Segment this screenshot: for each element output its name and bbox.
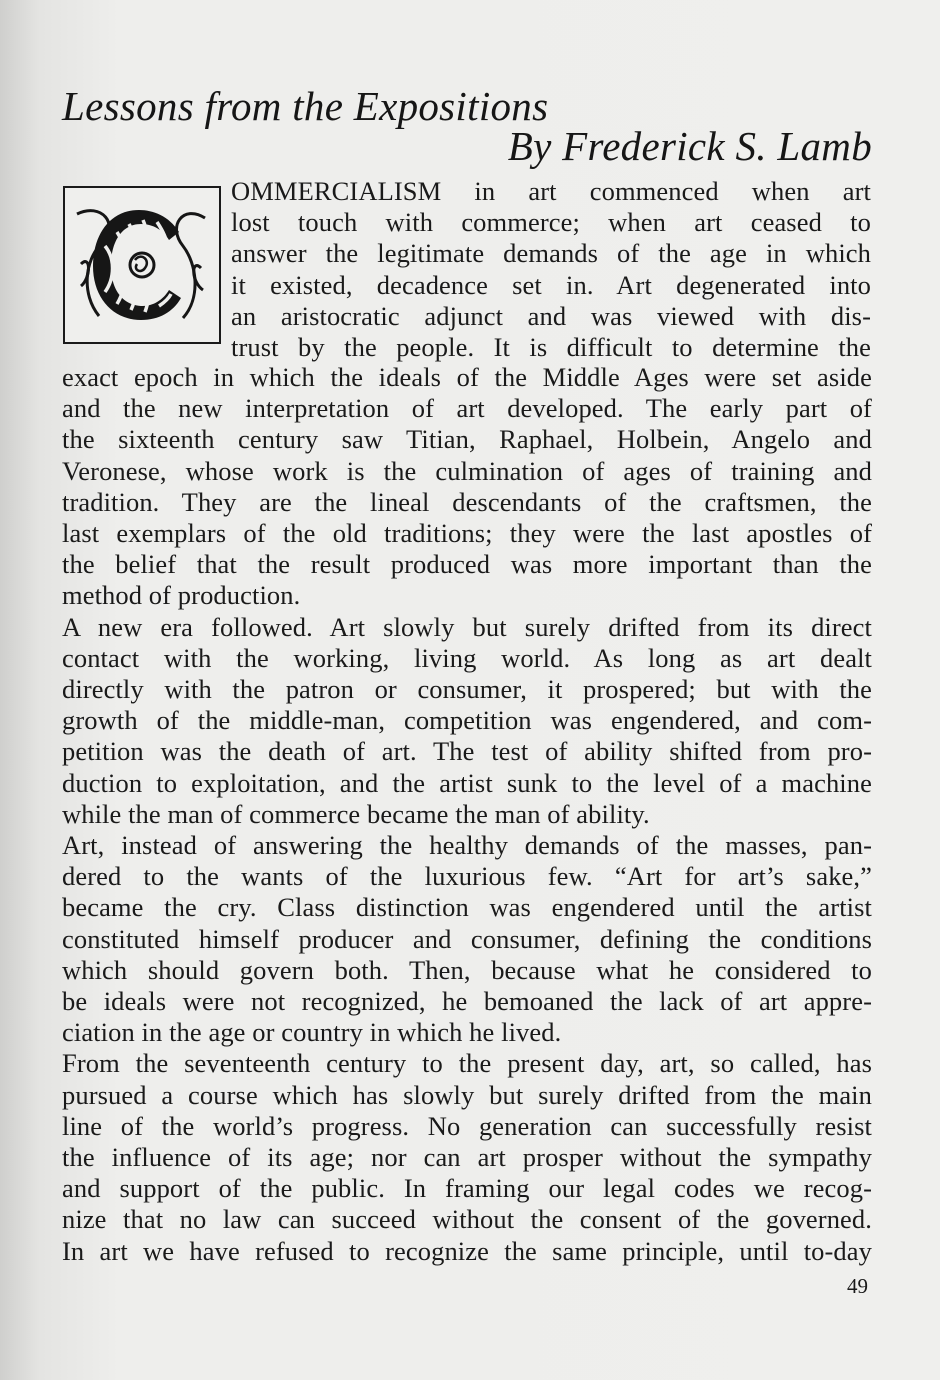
text-line: and the new interpretation of art developed. The early part of [62, 393, 872, 424]
text-line: method of production. [62, 580, 301, 611]
article-title: Lessons from the Expositions [62, 83, 549, 129]
first-paragraph-dropcap-lines [231, 176, 871, 363]
text-line: dered to the wants of the luxurious few. “Art for art’s sake,” [62, 861, 872, 892]
text-line: which should govern both. Then, because what he considered to [62, 954, 872, 985]
text-line: constituted himself producer and consumer, defining the conditions [62, 923, 872, 954]
text-line: the belief that the result produced was more important than the [62, 549, 872, 580]
text-line: tradition. They are the lineal descendants of the craftsmen, the [62, 486, 872, 517]
text-line: the sixteenth century saw Titian, Raphael, Holbein, Angelo and [62, 424, 872, 455]
text-line: directly with the patron or consumer, it prospered; but with the [62, 674, 872, 705]
drop-cap-initial [63, 186, 221, 344]
text-line: nize that no law can succeed without the consent of the governed. [62, 1204, 872, 1235]
paragraph-4 [62, 1048, 872, 1266]
text-line: ciation in the age or country in which he lived. [62, 1017, 562, 1048]
text-line: From the seventeenth century to the present day, art, so called, has [62, 1048, 872, 1079]
text-line: trust by the people. It is difficult to determine the [231, 332, 871, 363]
text-line: OMMERCIALISM in art commenced when art [231, 176, 871, 206]
text-line: petition was the death of art. The test of ability shifted from pro- [62, 736, 872, 767]
text-line: line of the world’s progress. No generation can successfully resist [62, 1110, 872, 1141]
paragraph-3 [62, 830, 872, 1048]
text-line: an aristocratic adjunct and was viewed with dis- [231, 300, 871, 331]
text-line: A new era followed. Art slowly but surely drifted from its direct [62, 611, 872, 642]
text-line: Veronese, whose work is the culmination of ages of training and [62, 455, 872, 486]
text-line: while the man of commerce became the man of ability. [62, 798, 650, 829]
paragraph-1 [62, 362, 872, 612]
text-line: contact with the working, living world. As long as art dealt [62, 642, 872, 673]
text-line: last exemplars of the old traditions; they were the last apostles of [62, 518, 872, 549]
text-line: growth of the middle-man, competition was engendered, and com- [62, 705, 872, 736]
text-line: Art, instead of answering the healthy demands of the masses, pan- [62, 830, 872, 861]
text-line: In art we have refused to recognize the same principle, until to-day [62, 1235, 872, 1266]
text-line: pursued a course which has slowly but surely drifted from the main [62, 1079, 872, 1110]
ornamental-c-icon [71, 194, 213, 336]
article-byline: By Frederick S. Lamb [507, 123, 872, 169]
text-line: be ideals were not recognized, he bemoaned the lack of art appre- [62, 986, 872, 1017]
paragraph-2 [62, 612, 872, 830]
text-line: and support of the public. In framing our legal codes we recog- [62, 1173, 872, 1204]
page-number: 49 [847, 1274, 868, 1298]
text-line: answer the legitimate demands of the age in which [231, 238, 871, 269]
text-line: exact epoch in which the ideals of the Middle Ages were set aside [62, 362, 872, 392]
text-line: it existed, decadence set in. Art degenerated into [231, 269, 871, 300]
article-body [62, 362, 872, 1267]
text-line: duction to exploitation, and the artist sunk to the level of a machine [62, 767, 872, 798]
text-line: became the cry. Class distinction was engendered until the artist [62, 892, 872, 923]
text-line: the influence of its age; nor can art prosper without the sympathy [62, 1142, 872, 1173]
text-line: lost touch with commerce; when art ceased to [231, 207, 871, 238]
